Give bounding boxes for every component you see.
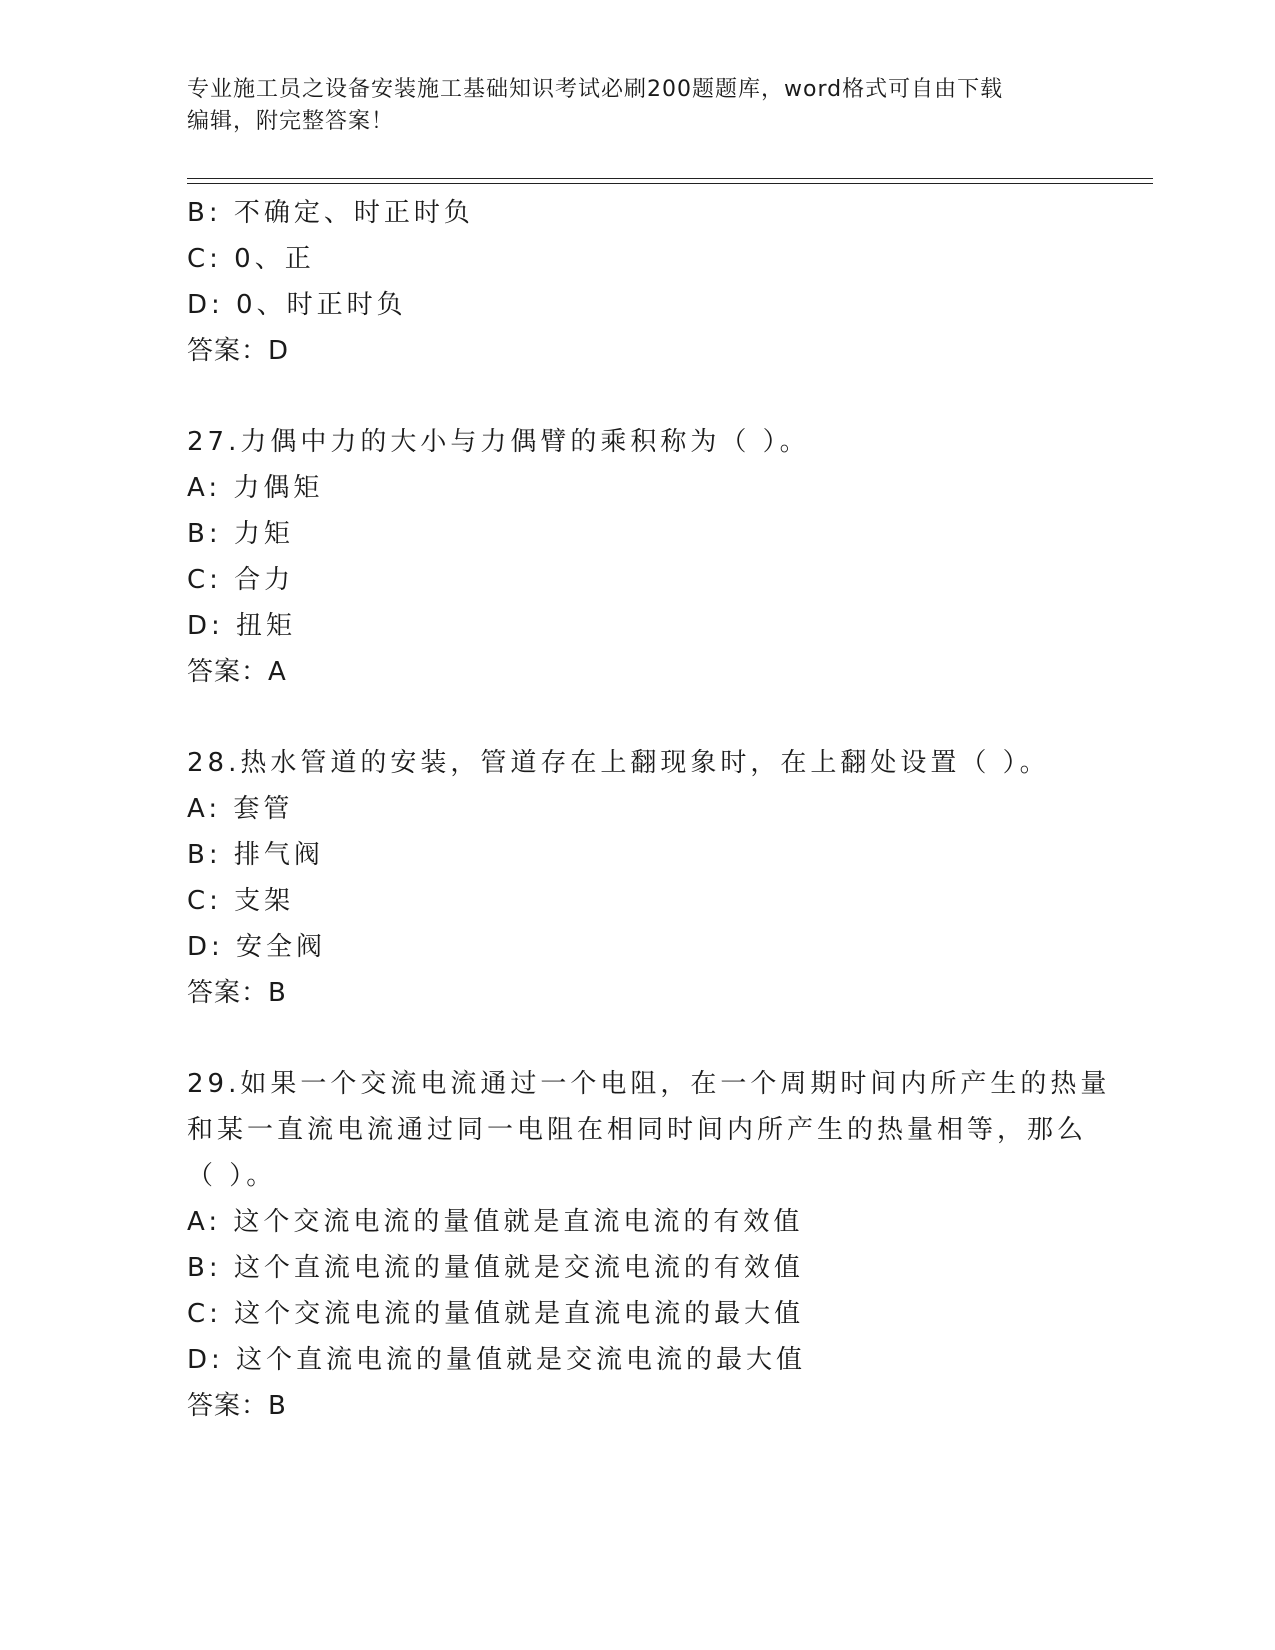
option-a: A: 套管 xyxy=(187,794,294,824)
option-d: D: 扭矩 xyxy=(187,611,297,641)
answer: 答案：B xyxy=(187,978,287,1008)
option-b: B: 这个直流电流的量值就是交流电流的有效值 xyxy=(187,1253,804,1283)
option-d: D: 这个直流电流的量值就是交流电流的最大值 xyxy=(187,1345,807,1375)
header-divider-bottom xyxy=(187,183,1153,184)
question-29 xyxy=(187,1061,1111,1429)
question-27 xyxy=(187,419,1087,695)
question-stem xyxy=(187,1061,1111,1199)
document-header xyxy=(187,74,1067,138)
option-c: C: 支架 xyxy=(187,886,295,916)
header-line-2: 编辑，附完整答案！ xyxy=(187,109,395,134)
question-stem-line-2: 和某一直流电流通过同一电阻在相同时间内所产生的热量相等，那么 xyxy=(187,1115,1088,1145)
option-b: B: 不确定、时正时负 xyxy=(187,198,474,228)
option-a: A: 这个交流电流的量值就是直流电流的有效值 xyxy=(187,1207,804,1237)
option-b: B: 力矩 xyxy=(187,519,294,549)
option-c: C: 合力 xyxy=(187,565,295,595)
question-stem: 27.力偶中力的大小与力偶臂的乘积称为（ ）。 xyxy=(187,427,810,457)
option-d: D: 安全阀 xyxy=(187,932,327,962)
answer: 答案：B xyxy=(187,1391,287,1421)
answer: 答案：A xyxy=(187,657,287,687)
question-stem-line-3: （ ）。 xyxy=(187,1161,277,1191)
header-line-1: 专业施工员之设备安装施工基础知识考试必刷200题题库，word格式可自由下载 xyxy=(187,77,1004,102)
question-stem-line-1: 29.如果一个交流电流通过一个电阻，在一个周期时间内所产生的热量 xyxy=(187,1069,1111,1099)
option-b: B: 排气阀 xyxy=(187,840,324,870)
question-28 xyxy=(187,740,1087,1016)
question-list xyxy=(187,190,1111,1429)
header-divider-top xyxy=(187,178,1153,179)
option-a: A: 力偶矩 xyxy=(187,473,324,503)
option-d: D: 0、时正时负 xyxy=(187,290,407,320)
question-26-continued xyxy=(187,190,1087,374)
answer: 答案：D xyxy=(187,336,290,366)
option-c: C: 这个交流电流的量值就是直流电流的最大值 xyxy=(187,1299,805,1329)
option-c: C: 0、正 xyxy=(187,244,315,274)
question-stem: 28.热水管道的安装，管道存在上翻现象时，在上翻处设置（ ）。 xyxy=(187,748,1050,778)
